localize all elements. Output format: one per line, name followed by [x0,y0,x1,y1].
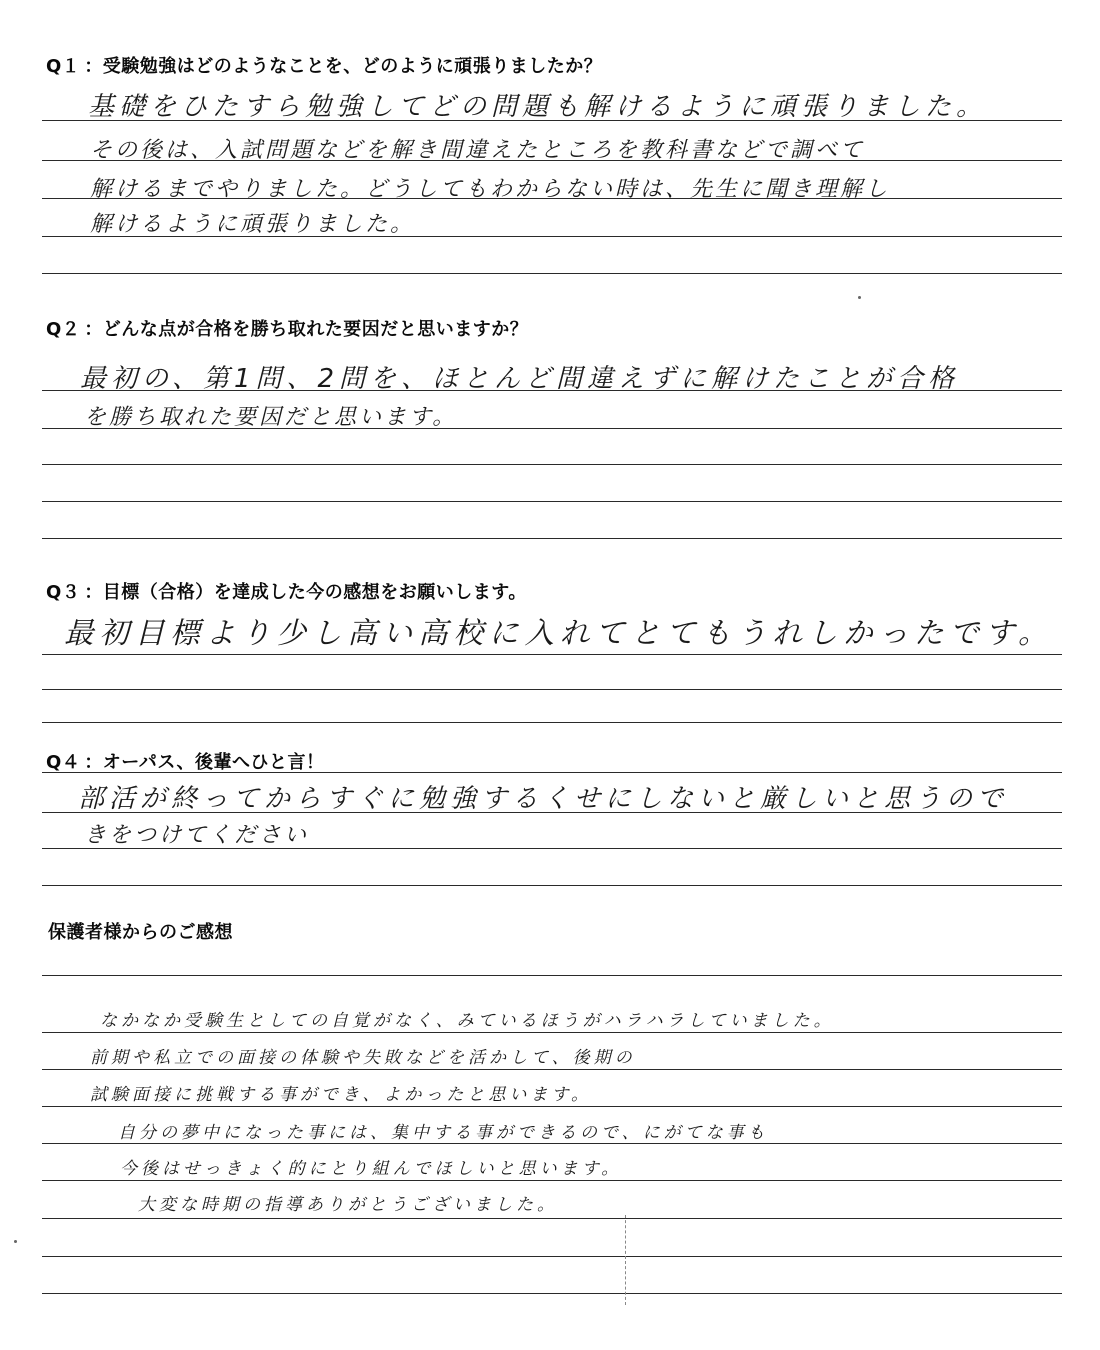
guardian-answer-line: なかなか受験生としての自覚がなく、みているほうがハラハラしていました。 [100,1011,835,1031]
ruled-line [42,772,1062,773]
ruled-line [42,1180,1062,1181]
ruled-line [42,428,1062,429]
ruled-line [42,198,1062,199]
ruled-line [42,538,1062,539]
q3-label: Q３ [46,582,81,603]
ruled-line [42,975,1062,976]
guardian-answer-line: 試験面接に挑戦する事ができ、よかったと思います。 [90,1085,592,1105]
q4-label: Q４ [46,752,81,773]
ruled-line [42,722,1062,723]
ruled-line [42,885,1062,886]
q4-heading [46,748,324,774]
q1-answer-line: 解けるまでやりました。どうしてもわからない時は、先生に聞き理解し [90,177,891,202]
ruled-line [42,390,1062,391]
q1-answer-line: 解けるように頑張りました。 [90,212,416,237]
q2-question: ：どんな点が合格を勝ち取れた要因だと思いますか？ [84,319,529,340]
scan-speck [858,296,861,299]
ruled-line [42,160,1062,161]
ruled-line [42,464,1062,465]
scan-speck [14,1240,17,1243]
q1-answer-line: その後は、入試問題などを解き間違えたところを教科書などで調べて [90,138,866,163]
q3-heading [46,578,527,604]
ruled-line [42,1143,1062,1144]
q4-answer-line: きをつけてください [84,823,310,848]
ruled-line [42,236,1062,237]
guardian-answer-line: 前期や私立での面接の体験や失敗などを活かして、後期の [90,1048,636,1068]
ruled-line [42,120,1062,121]
q3-question: ：目標（合格）を達成した今の感想をお願いします。 [84,582,527,603]
ruled-line [42,812,1062,813]
ruled-line [42,1256,1062,1257]
q3-answer-line: 最初目標より少し高い高校に入れてとてもうれしかったです。 [64,616,1054,650]
guardian-answer-line: 今後はせっきょく的にとり組んでほしいと思います。 [120,1159,623,1179]
ruled-line [42,1293,1062,1294]
q2-answer-line: 最初の、第1問、2問を、ほとんど間違えずに解けたことが合格 [80,364,960,394]
q1-label: Q１ [46,56,81,77]
ruled-line [42,654,1062,655]
ruled-line [42,1069,1062,1070]
q1-answer-line: 基礎をひたすら勉強してどの問題も解けるように頑張りました。 [88,92,988,122]
q2-heading [46,315,528,341]
guardian-answer-line: 自分の夢中になった事には、集中する事ができるので、にがてな事も [118,1123,769,1143]
q1-heading [46,52,602,78]
ruled-line [42,501,1062,502]
ruled-line [42,1106,1062,1107]
guardian-answer-line: 大変な時期の指導ありがとうございました。 [138,1195,558,1215]
ruled-line [42,273,1062,274]
ruled-line [42,1218,1062,1219]
q1-question: ：受験勉強はどのようなことを、どのように頑張りましたか？ [84,56,603,77]
guardian-heading: 保護者様からのご感想 [48,922,233,943]
ruled-line [42,1032,1062,1033]
q4-question: ：オーパス、後輩へひと言！ [84,752,325,773]
q4-answer-line: 部活が終ってからすぐに勉強するくせにしないと厳しいと思うので [78,784,1009,814]
fold-mark [625,1215,626,1305]
q2-answer-line: を勝ち取れた要因だと思います。 [84,405,458,430]
ruled-line [42,689,1062,690]
ruled-line [42,848,1062,849]
q2-label: Q２ [46,319,81,340]
